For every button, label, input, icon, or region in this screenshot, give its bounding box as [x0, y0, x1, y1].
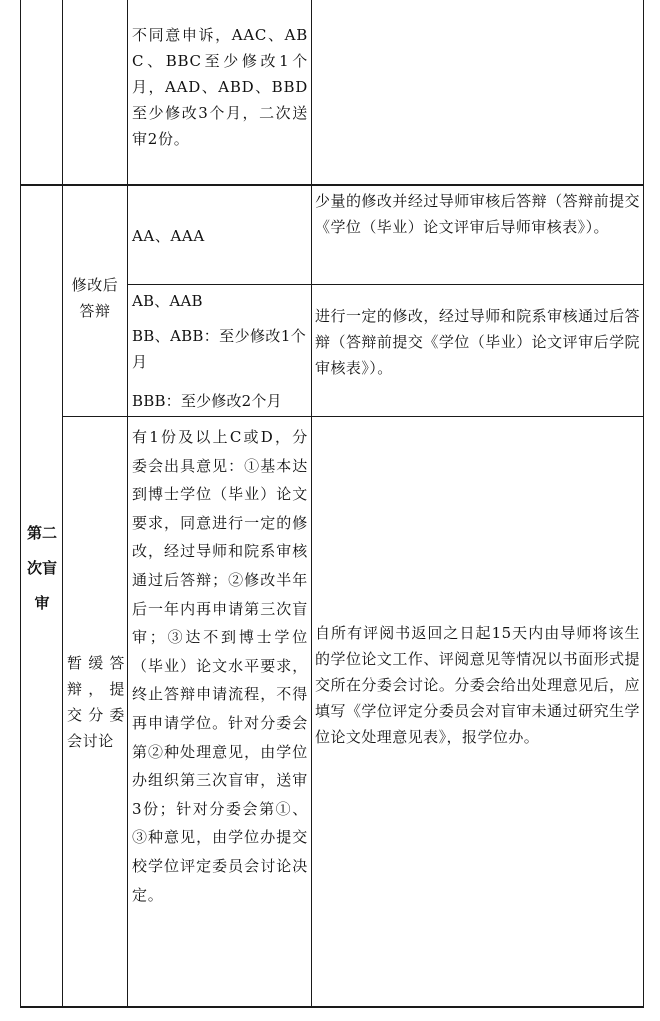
ab-aab-result: AB、AAB [132, 292, 203, 310]
aa-aaa-result: AA、AAA [132, 227, 205, 245]
minor-revision-handling: 少量的修改并经过导师审核后答辩（答辩前提交《学位（毕业）论文评审后导师审核表》）。 [315, 192, 640, 236]
top-row-result-text: 不同意申诉，AAC、ABC、BBC至少修改1个月，AAD、ABD、BBD至少修改3个月，二次送审2份。 [132, 26, 308, 148]
suspended-defense-label: 暂缓答辩，提交分委会讨论 [67, 654, 125, 750]
row-divider-before-second-review [20, 184, 644, 186]
row-divider-defense-options [127, 284, 644, 285]
bottom-outer-border [20, 1006, 644, 1008]
right-outer-border [643, 0, 644, 1007]
result-column-border [311, 0, 312, 1007]
left-outer-border [20, 0, 21, 1007]
category-column-border [127, 0, 128, 1007]
bbb-result: BBB：至少修改2个月 [132, 392, 282, 410]
defense-after-revision-label: 修改后答辩 [71, 276, 119, 320]
suspended-defense-result-text: 有1份及以上C或D，分委会出具意见：①基本达到博士学位（毕业）论文要求，同意进行一定的修改，经过导师和院系审核通过后答辩；②修改半年后一年内再申请第三次盲审；③达不到博士学位（毕业）论文水平要求，终止答辩申请流程，不得再申请学位。针对分委会第②种处理意见，由学位办组织第三次盲审，送审3份；针对分委会第①、③种意见，由学位办提交校学位评定委员会讨论决定。 [132, 428, 308, 904]
suspended-defense-handling-text: 自所有评阅书返回之日起15天内由导师将该生的学位论文工作、评阅意见等情况以书面形式提交所在分委会讨论。分委会给出处理意见后，应填写《学位评定分委员会对盲审未通过研究生学位论文处理意见表》，报学位办。 [315, 624, 640, 746]
section-column-border [62, 0, 63, 1007]
row-divider-suspended-defense [62, 416, 644, 417]
bb-abb-result: BB、ABB：至少修改1个月 [132, 327, 306, 371]
second-review-section-label: 第二次盲审 [26, 524, 57, 612]
department-review-handling: 进行一定的修改，经过导师和院系审核通过后答辩（答辩前提交《学位（毕业）论文评审后学院审核表》）。 [315, 307, 640, 377]
